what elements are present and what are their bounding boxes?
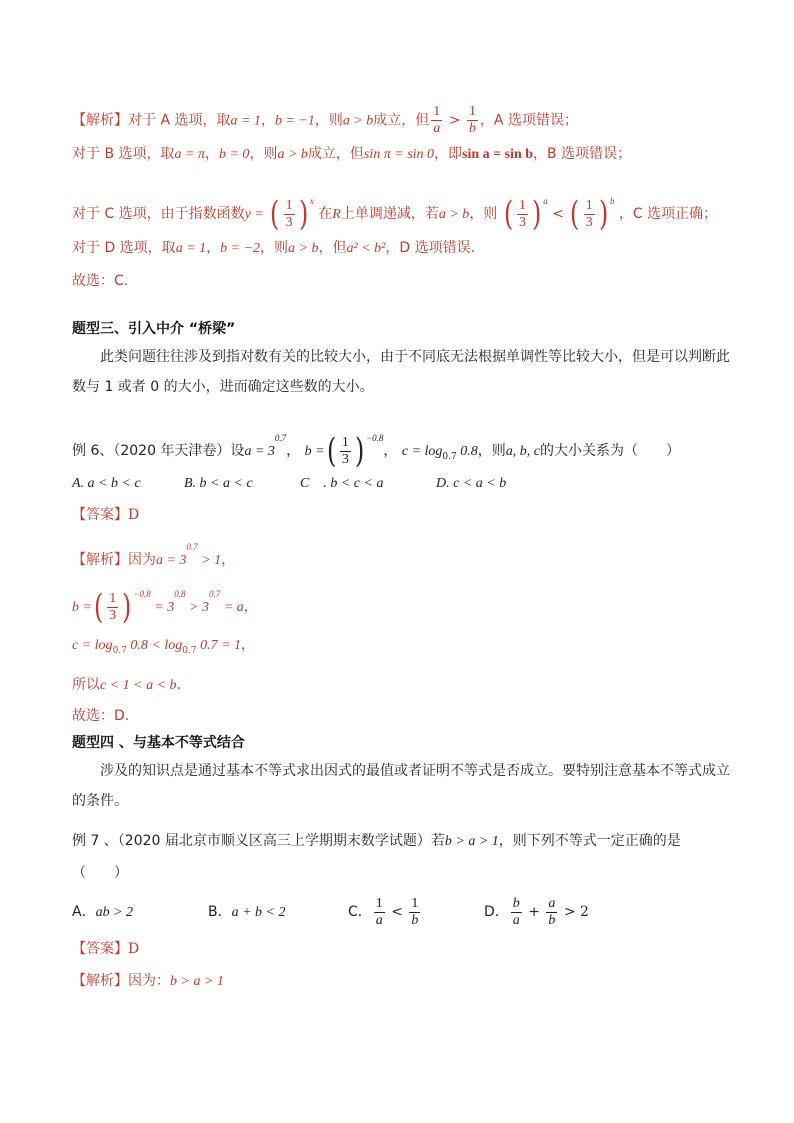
math: > [444,112,465,129]
math: = 3 [150,600,175,615]
text: ， [260,112,275,129]
text: ，则 [477,443,506,459]
text: ，即 [434,146,463,162]
exponent: −0.8 [133,589,151,599]
text: 所以 [72,677,100,693]
math: b > a > 1 [170,974,224,989]
sol5-line2 [72,143,734,166]
right-paren: ) [532,194,542,234]
math: sin π = sin 0 [363,147,435,162]
analysis-tag: 【解析】 [72,973,128,989]
choice-b[interactable]: B. b < a < c [184,476,253,491]
math: a = 1 [230,113,261,129]
math: a, b, c [505,444,540,459]
math: = a [220,600,244,615]
text: ， [241,637,256,653]
text: ， [206,240,221,256]
subscript: 0.7 [442,451,457,462]
math: a > b [288,241,319,256]
example7-paren: （ ） [72,865,128,881]
exponent: 0.7 [208,589,221,599]
math: 0.7 = 1 [196,638,242,653]
text: 因为 [128,552,156,568]
example6-choice: 故选：D. [72,708,130,724]
math: b > a > 1 [444,834,499,849]
text: 例 7 、（2020 届北京市顺义区高三上学期期末数学试题）若 [72,833,445,849]
right-paren: ) [122,587,132,627]
example6-question [72,418,734,471]
math: a² < b² [346,241,386,256]
math: a = 3 [156,553,187,568]
text: 的大小关系为（ ） [539,443,680,459]
math: sin a = sin b [462,147,534,162]
text: 成立，但 [373,112,430,129]
right-paren: ) [598,194,608,234]
example7-choices [72,894,734,930]
math: b = [304,444,325,459]
example6-choices [72,472,734,495]
subscript: 0.7 [112,645,127,656]
exponent: x [309,196,314,206]
subscript: 0.7 [182,645,197,656]
choice-a[interactable]: A．ab > 2 [72,904,134,920]
math: R [332,207,341,222]
fraction-1-over-a: $\frac{1}{a}$ [433,104,441,136]
text: ， [243,599,258,615]
example6-sol1 [72,536,734,572]
answer-tag: 【答案】 [72,507,128,523]
math: > 1 [197,553,222,568]
choice-c[interactable]: C . b < c < a [300,476,384,491]
math: a = 3 [244,444,275,459]
math: c = log [401,444,443,459]
text: 成立，但 [307,146,364,162]
sol5-line3 [72,183,734,234]
math: c < 1 < a < b [100,678,177,693]
exponent: 0.7 [186,542,198,552]
answer-value: D [128,507,140,523]
text: ，但 [318,240,347,256]
section-title-type3: 题型三、引入中介 “桥梁” [72,321,236,337]
math: b = −2 [220,241,261,256]
left-paren: ( [326,431,336,471]
text: ， [286,443,301,459]
text: 对于 A 选项，取 [128,112,231,129]
text: 在 [318,206,333,222]
math: > 3 [185,600,209,615]
math: a > b [438,207,470,222]
section-desc-type3: 此类问题往往涉及到指对数有关的比较大小，由于不同底无法根据单调性等比较大小，但是可以判断此数与 1 或者 0 的大小，进而确定这些数的大小。 [72,349,730,395]
example6-sol3 [72,634,734,662]
text: . [176,677,182,693]
answer-value: D [128,941,140,957]
fraction-1-over-3: $\frac{1}{3}$ [109,590,117,623]
example7-sol [72,970,734,993]
text: ，则 [260,240,289,256]
text: ，则 [249,146,278,162]
exponent: 0.8 [174,589,186,599]
math: < [552,206,564,222]
math: a > b [277,147,308,162]
text: ，A 选项错误； [479,112,578,129]
choice-d[interactable]: D. c < a < b [436,476,507,491]
text: ，B 选项错误； [533,146,632,162]
text: ，C 选项正确； [618,206,718,222]
fraction-1-over-3: $\frac{1}{3}$ [285,197,293,230]
fraction-1-over-3: $\frac{1}{3}$ [341,434,349,467]
sol5-line1 [72,104,734,137]
text: ， [204,146,219,162]
math: a = π [174,147,205,162]
math: 0.8 < log [126,638,183,653]
section-title-type4: 题型四 、与基本不等式结合 [72,735,245,751]
math: b = −1 [274,113,315,129]
choice-b[interactable]: B．a + b < 2 [208,904,286,920]
fraction-1-over-3: $\frac{1}{3}$ [519,197,527,230]
text: ， [383,443,398,459]
text: ，则 [469,206,498,222]
right-paren: ) [298,194,308,234]
exponent: 0.7 [274,433,287,443]
text: ，则下列不等式一定正确的是 [498,833,681,849]
example6-answer [72,504,734,526]
analysis-tag: 【解析】 [72,112,128,129]
left-paren: ( [93,587,104,627]
math: y = [244,207,264,222]
choice-d[interactable]: D． $\frac{b}{a}$ + $\frac{a}{b}$ > 2 [484,895,589,928]
math: b = [72,600,92,615]
text: 对于 B 选项，取 [72,146,175,162]
example6-sol4 [72,674,734,697]
example6-sol2 [72,574,734,627]
right-paren: ) [354,431,365,471]
text: 对于 D 选项，取 [72,240,176,256]
math: 0.8 [456,444,478,459]
left-paren: ( [570,194,580,234]
exponent: b [609,196,615,206]
choice-c[interactable]: C． $\frac{1}{a}$ < $\frac{1}{b}$ [348,895,419,928]
text: 因为： [128,973,170,989]
text: 上单调递减，若 [340,206,439,222]
math: a = 1 [175,241,207,256]
left-paren: ( [270,194,280,234]
analysis-tag: 【解析】 [72,552,128,568]
math: c = log [72,638,113,653]
answer-tag: 【答案】 [72,941,128,957]
fraction-1-over-3: $\frac{1}{3}$ [585,197,593,230]
text: ，则 [314,112,343,129]
math: a > b [342,113,374,129]
text: 例 6、（2020 年天津卷）设 [72,443,245,459]
exponent: a [543,196,548,206]
text: 对于 C 选项，由于指数函数 [72,206,245,222]
exponent: −0.8 [366,433,384,443]
math: b = 0 [218,147,250,162]
example7-answer [72,938,734,960]
sol5-choice: 故选：C. [72,273,129,289]
left-paren: ( [503,194,514,234]
section-desc-type4: 涉及的知识点是通过基本不等式求出因式的最值或者证明不等式是否成立。要特别注意基本不等式成立的条件。 [72,763,730,809]
sol5-line4 [72,237,734,260]
example7-question [72,830,734,853]
choice-a[interactable]: A. a < b < c [72,476,141,491]
text: ，D 选项错误. [385,240,476,256]
text: ， [221,552,236,568]
fraction-1-over-b: $\frac{1}{b}$ [468,104,476,136]
